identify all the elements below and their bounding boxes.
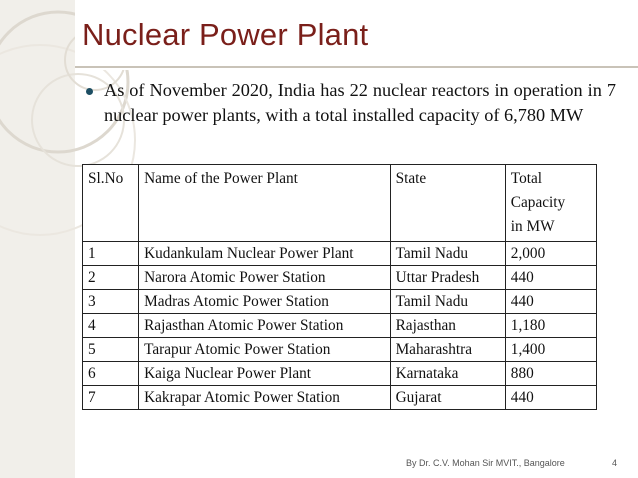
cell-slno: 7 [83, 386, 139, 410]
header-capacity-line3: in MW [510, 218, 555, 235]
table-row [83, 242, 597, 266]
cell-state: Rajasthan [390, 314, 505, 338]
cell-state: Maharashtra [390, 338, 505, 362]
table-row [83, 386, 597, 410]
header-capacity-line1: Total [510, 170, 543, 187]
cell-slno: 6 [83, 362, 139, 386]
cell-plant-name: Kakrapar Atomic Power Station [139, 386, 390, 410]
slide-footer [0, 458, 638, 472]
power-plants-table [82, 164, 597, 410]
cell-capacity: 440 [505, 290, 596, 314]
table-row [83, 290, 597, 314]
table-header-row [83, 165, 597, 242]
header-capacity-line2: Capacity [510, 194, 566, 211]
cell-capacity: 440 [505, 266, 596, 290]
cell-state: Tamil Nadu [390, 290, 505, 314]
bullet-item [86, 78, 616, 127]
header-slno: Sl.No [83, 165, 139, 242]
table-row [83, 362, 597, 386]
cell-slno: 3 [83, 290, 139, 314]
page-number: 4 [612, 458, 618, 468]
table-row [83, 338, 597, 362]
cell-slno: 2 [83, 266, 139, 290]
cell-plant-name: Madras Atomic Power Station [139, 290, 390, 314]
cell-capacity: 880 [505, 362, 596, 386]
cell-capacity: 440 [505, 386, 596, 410]
cell-state: Karnataka [390, 362, 505, 386]
cell-plant-name: Kaiga Nuclear Power Plant [139, 362, 390, 386]
cell-slno: 1 [83, 242, 139, 266]
cell-state: Gujarat [390, 386, 505, 410]
header-state: State [390, 165, 505, 242]
header-capacity [505, 165, 596, 242]
header-plant-name: Name of the Power Plant [139, 165, 390, 242]
title-divider [75, 66, 638, 68]
cell-capacity: 1,180 [505, 314, 596, 338]
bullet-text: As of November 2020, India has 22 nuclear reactors in operation in 7 nuclear power plants, with a total installed capacity of 6,780 MW [104, 80, 616, 125]
table-row [83, 314, 597, 338]
bullet-dot-icon [86, 88, 93, 95]
cell-slno: 5 [83, 338, 139, 362]
footer-credit: By Dr. C.V. Mohan Sir MVIT., Bangalore [406, 458, 565, 468]
cell-plant-name: Kudankulam Nuclear Power Plant [139, 242, 390, 266]
slide-title: Nuclear Power Plant [82, 17, 369, 52]
cell-capacity: 2,000 [505, 242, 596, 266]
cell-slno: 4 [83, 314, 139, 338]
cell-plant-name: Tarapur Atomic Power Station [139, 338, 390, 362]
cell-plant-name: Narora Atomic Power Station [139, 266, 390, 290]
cell-state: Tamil Nadu [390, 242, 505, 266]
cell-capacity: 1,400 [505, 338, 596, 362]
cell-state: Uttar Pradesh [390, 266, 505, 290]
table-row [83, 266, 597, 290]
cell-plant-name: Rajasthan Atomic Power Station [139, 314, 390, 338]
